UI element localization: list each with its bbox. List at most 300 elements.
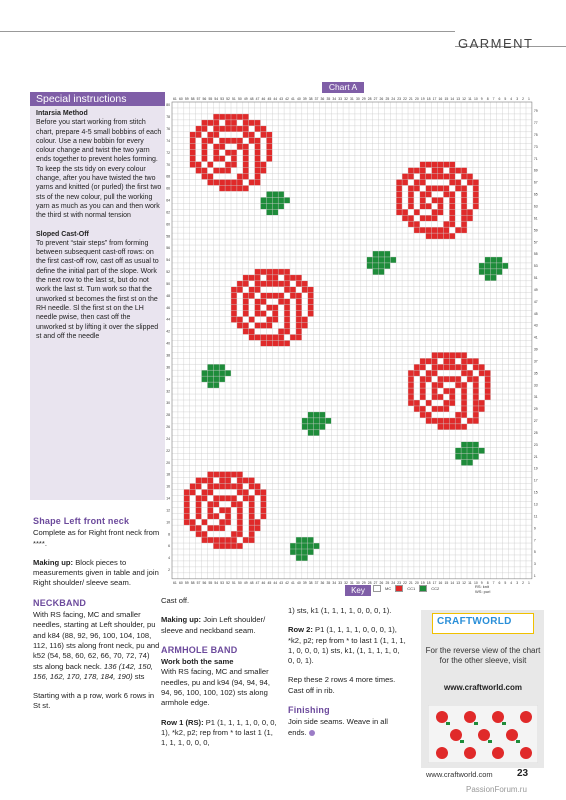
cc1-stitch — [219, 138, 225, 144]
ad-url-link[interactable]: www.craftworld.com — [444, 683, 522, 692]
cc1-stitch — [461, 221, 467, 227]
row-number-left: 30 — [166, 401, 170, 406]
cc1-stitch — [426, 358, 432, 364]
cc1-stitch — [237, 281, 243, 287]
cc1-stitch — [426, 418, 432, 424]
row-number-right: 65 — [533, 192, 538, 197]
cc2-stitch — [213, 382, 219, 388]
cc1-stitch — [402, 209, 408, 215]
cc1-stitch — [249, 525, 255, 531]
cc1-stitch — [420, 388, 426, 394]
col-number-top: 12 — [462, 97, 466, 101]
cc1-stitch — [237, 126, 243, 132]
cc1-stitch — [284, 281, 290, 287]
cc1-stitch — [426, 185, 432, 191]
cc1-stitch — [190, 144, 196, 150]
cc1-stitch — [426, 376, 432, 382]
cc1-stitch — [249, 519, 255, 525]
cc1-stitch — [225, 495, 231, 501]
cc2-stitch — [266, 191, 272, 197]
cc1-stitch — [213, 132, 219, 138]
cc1-stitch — [213, 179, 219, 185]
cc1-stitch — [426, 162, 432, 168]
cc2-stitch — [461, 448, 467, 454]
cc2-stitch — [467, 442, 473, 448]
row-number-left: 2 — [168, 568, 170, 573]
cc1-stitch — [261, 162, 267, 168]
neckband-text — [33, 610, 160, 682]
cc1-stitch — [479, 370, 485, 376]
cc1-stitch — [213, 156, 219, 162]
row-number-right: 49 — [533, 287, 538, 292]
col-number-bottom: 52 — [226, 580, 230, 584]
cc1-stitch — [196, 513, 202, 519]
cc1-stitch — [302, 281, 308, 287]
cc1-stitch — [278, 281, 284, 287]
cc1-stitch — [207, 138, 213, 144]
cc2-stitch — [314, 424, 320, 430]
cc1-stitch — [455, 418, 461, 424]
key-ws-purl: WS: purl — [475, 589, 491, 594]
cc2-stitch — [308, 424, 314, 430]
armhole-subheading: Work both the same — [161, 657, 234, 667]
cc1-stitch — [438, 376, 444, 382]
cc1-stitch — [420, 215, 426, 221]
cc1-stitch — [473, 412, 479, 418]
cc1-stitch — [202, 489, 208, 495]
cc1-stitch — [255, 126, 261, 132]
cc1-stitch — [207, 537, 213, 543]
row-number-left: 80 — [166, 103, 170, 108]
cc1-stitch — [213, 513, 219, 519]
cc1-stitch — [485, 388, 491, 394]
row-2-text — [288, 625, 406, 666]
cc1-stitch — [479, 364, 485, 370]
cc1-stitch — [196, 531, 202, 537]
cc1-stitch — [302, 317, 308, 323]
col-number-top: 15 — [444, 97, 449, 101]
cc1-stitch — [190, 138, 196, 144]
neckband-text-b: sts — [132, 671, 145, 681]
col-number-top: 40 — [296, 97, 301, 101]
cc1-stitch — [438, 162, 444, 168]
cc1-stitch — [473, 376, 479, 382]
cc1-stitch — [255, 299, 261, 305]
cc1-stitch — [202, 519, 208, 525]
col-number-bottom: 35 — [326, 580, 331, 584]
cc1-stitch — [302, 323, 308, 329]
cc1-stitch — [225, 507, 231, 513]
row-number-right: 75 — [533, 132, 538, 137]
cc1-stitch — [473, 191, 479, 197]
cc1-stitch — [408, 203, 414, 209]
cc1-stitch — [455, 168, 461, 174]
cc1-stitch — [213, 525, 219, 531]
cc2-stitch — [320, 424, 326, 430]
cc1-stitch — [231, 543, 237, 549]
cc1-stitch — [231, 501, 237, 507]
cc1-stitch — [213, 168, 219, 174]
cc1-stitch — [278, 328, 284, 334]
cc1-stitch — [461, 174, 467, 180]
cc1-stitch — [255, 162, 261, 168]
cc1-stitch — [414, 227, 420, 233]
cc2-stitch — [314, 430, 320, 436]
cc1-stitch — [184, 519, 190, 525]
col-number-bottom: 29 — [361, 580, 366, 584]
cc2-stitch — [373, 257, 379, 263]
cc1-stitch — [219, 144, 225, 150]
col-number-bottom: 59 — [184, 580, 189, 584]
cc1-stitch — [438, 233, 444, 239]
cc1-stitch — [438, 209, 444, 215]
col-number-bottom: 11 — [468, 580, 472, 584]
row-number-right: 67 — [533, 180, 538, 185]
cc1-stitch — [231, 472, 237, 478]
col-number-top: 22 — [403, 97, 407, 101]
cc1-stitch — [261, 299, 267, 305]
col-number-bottom: 57 — [196, 580, 201, 584]
cc1-stitch — [296, 317, 302, 323]
cc1-stitch — [266, 138, 272, 144]
cc1-stitch — [461, 412, 467, 418]
cc1-stitch — [255, 144, 261, 150]
cc2-stitch — [373, 263, 379, 269]
cc1-stitch — [225, 179, 231, 185]
row-number-right: 63 — [533, 204, 538, 209]
cc1-stitch — [243, 275, 249, 281]
sloped-castoff-heading: Sloped Cast-Off — [36, 230, 89, 238]
cc1-stitch — [225, 513, 231, 519]
col-number-bottom: 55 — [208, 580, 213, 584]
cc1-stitch — [207, 174, 213, 180]
col-number-bottom: 31 — [350, 580, 354, 584]
cc1-stitch — [190, 150, 196, 156]
cc1-stitch — [255, 287, 261, 293]
row-number-left: 32 — [166, 389, 170, 394]
cc1-stitch — [219, 525, 225, 531]
cc1-stitch — [249, 293, 255, 299]
cc1-stitch — [461, 424, 467, 430]
finishing-body: Join side seams. Weave in all ends. — [288, 717, 388, 737]
col-number-bottom: 27 — [373, 580, 378, 584]
cc2-stitch — [202, 370, 208, 376]
making-up-2-label: Making up: — [161, 615, 202, 625]
cc1-stitch — [461, 382, 467, 388]
row-number-right: 25 — [533, 430, 538, 435]
cc1-stitch — [308, 287, 314, 293]
row-number-right: 43 — [533, 323, 538, 328]
cc2-stitch — [320, 412, 326, 418]
cc1-stitch — [485, 394, 491, 400]
cc1-stitch — [213, 144, 219, 150]
cc1-stitch — [461, 394, 467, 400]
cc1-stitch — [308, 293, 314, 299]
cc1-stitch — [467, 358, 473, 364]
cc1-stitch — [443, 174, 449, 180]
col-number-top: 13 — [456, 97, 461, 101]
craftworld-logo-text: CRAFTWORLD — [437, 616, 512, 627]
col-number-top: 3 — [516, 97, 519, 101]
row-number-left: 38 — [166, 353, 170, 358]
cc2-stitch — [213, 370, 219, 376]
cc1-stitch — [467, 215, 473, 221]
cc1-stitch — [272, 293, 278, 299]
key-code-cc1: CC1 — [407, 586, 416, 591]
cc1-stitch — [219, 472, 225, 478]
cc1-stitch — [473, 418, 479, 424]
cc1-stitch — [249, 507, 255, 513]
cc1-stitch — [249, 531, 255, 537]
cc1-stitch — [266, 150, 272, 156]
cc1-stitch — [219, 495, 225, 501]
cc1-stitch — [237, 477, 243, 483]
row-number-left: 16 — [166, 484, 170, 489]
row-number-left: 36 — [166, 365, 170, 370]
cc1-stitch — [296, 334, 302, 340]
col-number-bottom: 8 — [486, 580, 489, 584]
cc1-stitch — [225, 138, 231, 144]
cc1-stitch — [420, 364, 426, 370]
row-number-left: 4 — [168, 556, 170, 561]
cc2-stitch — [455, 454, 461, 460]
cc2-stitch — [266, 209, 272, 215]
row-number-left: 66 — [166, 186, 170, 191]
row-number-right: 41 — [533, 335, 538, 340]
cc1-stitch — [266, 340, 272, 346]
col-number-bottom: 25 — [385, 580, 390, 584]
cc1-stitch — [243, 305, 249, 311]
cc1-stitch — [237, 472, 243, 478]
cc2-stitch — [497, 263, 503, 269]
col-number-top: 16 — [438, 97, 443, 101]
cc1-stitch — [266, 293, 272, 299]
row-number-right: 45 — [533, 311, 538, 316]
col-number-bottom: 22 — [403, 580, 407, 584]
row-number-left: 62 — [166, 210, 170, 215]
row-number-left: 6 — [168, 544, 170, 549]
col-number-bottom: 39 — [302, 580, 307, 584]
cc1-stitch — [207, 472, 213, 478]
cc2-stitch — [467, 460, 473, 466]
cc1-stitch — [461, 400, 467, 406]
cc2-stitch — [213, 364, 219, 370]
cc1-stitch — [202, 174, 208, 180]
col-number-top: 38 — [308, 97, 313, 101]
cc1-stitch — [207, 507, 213, 513]
cc1-stitch — [443, 233, 449, 239]
cc2-stitch — [308, 549, 314, 555]
cc1-stitch — [243, 311, 249, 317]
cc2-stitch — [320, 418, 326, 424]
cc1-stitch — [426, 412, 432, 418]
cc1-stitch — [449, 418, 455, 424]
col-number-bottom: 40 — [296, 580, 301, 584]
cc1-stitch — [443, 185, 449, 191]
cc1-stitch — [231, 120, 237, 126]
cc1-stitch — [255, 483, 261, 489]
col-number-top: 5 — [504, 97, 507, 101]
cc1-stitch — [231, 179, 237, 185]
cc2-stitch — [302, 555, 308, 561]
cc1-stitch — [473, 179, 479, 185]
key-label: Key — [345, 585, 371, 596]
row-number-left: 78 — [166, 115, 170, 120]
col-number-top: 14 — [450, 97, 455, 101]
cc1-stitch — [420, 376, 426, 382]
cc1-stitch — [213, 120, 219, 126]
cc1-stitch — [261, 340, 267, 346]
col-number-top: 56 — [202, 97, 207, 101]
cc2-stitch — [485, 275, 491, 281]
cc1-stitch — [243, 144, 249, 150]
cc1-stitch — [408, 197, 414, 203]
cc2-stitch — [485, 269, 491, 275]
cc1-stitch — [237, 507, 243, 513]
cc1-stitch — [455, 412, 461, 418]
cc1-stitch — [272, 281, 278, 287]
cc1-stitch — [261, 507, 267, 513]
cc1-stitch — [184, 501, 190, 507]
col-number-top: 29 — [361, 97, 366, 101]
cc1-stitch — [278, 334, 284, 340]
cc1-stitch — [261, 293, 267, 299]
cc2-stitch — [290, 549, 296, 555]
cc1-stitch — [438, 418, 444, 424]
col-number-top: 41 — [291, 97, 295, 101]
cc2-stitch — [272, 209, 278, 215]
cc1-stitch — [432, 227, 438, 233]
cc1-stitch — [225, 168, 231, 174]
row-1-text — [161, 718, 281, 749]
col-number-top: 49 — [243, 97, 248, 101]
cc1-stitch — [432, 209, 438, 215]
cc1-stitch — [296, 328, 302, 334]
cc1-stitch — [249, 120, 255, 126]
cc1-stitch — [449, 162, 455, 168]
cc2-stitch — [219, 364, 225, 370]
cc1-stitch — [432, 406, 438, 412]
intarsia-text: Before you start working from stitch chart, prepare 4-5 small bobbins of each colour. Use a new bobbin for every colour change and twist the two yarn ends together to prevent holes forming. To keep the sts tidy on every colour change, after you have twisted the two yarns and knitted (or purled) the first two sts of the new colour, pull the working yarn as much as you can and then work the third st with normal tension — [36, 119, 162, 220]
cast-off-text: Cast off. — [161, 596, 190, 605]
cc1-stitch — [396, 179, 402, 185]
cc2-stitch — [379, 257, 385, 263]
cc1-stitch — [420, 358, 426, 364]
cc1-stitch — [266, 323, 272, 329]
cc1-stitch — [202, 168, 208, 174]
col-number-top: 34 — [332, 97, 337, 101]
cc1-stitch — [249, 334, 255, 340]
cc1-stitch — [266, 317, 272, 323]
cc1-stitch — [243, 323, 249, 329]
row-number-left: 52 — [166, 270, 170, 275]
key-items — [373, 585, 439, 592]
neckband-text-italic: 136 (142, 150, 156, 162, 170, 178, 184, 190) — [33, 661, 153, 681]
cc1-stitch — [473, 203, 479, 209]
cc1-stitch — [266, 269, 272, 275]
sloped-castoff-text: To prevent “stair steps” from forming between subsequent cast-off rows: on the first cast-off row, cast off as usual to define the initial part of the slope. Work the next row to the last st, but do not work the last st. Turn work so that the unworked st becomes the first st on the RH needle. Sl the first st on the LH needle pwise, then cast off the unworked st by lifting it over the slipped st and off the needle — [36, 239, 159, 340]
col-number-bottom: 6 — [498, 580, 501, 584]
cc1-stitch — [414, 168, 420, 174]
cc1-stitch — [284, 323, 290, 329]
row-number-right: 27 — [533, 419, 538, 424]
cc1-stitch — [266, 132, 272, 138]
col-number-top: 52 — [226, 97, 230, 101]
cc2-stitch — [296, 543, 302, 549]
cc2-stitch — [296, 549, 302, 555]
making-up-1-text: Block pieces to measurements given in table and join Right shoulder/ sleeve seam. — [33, 557, 159, 588]
cc2-stitch — [491, 263, 497, 269]
cc2-stitch — [473, 448, 479, 454]
col-number-bottom: 18 — [426, 580, 431, 584]
cc1-stitch — [449, 364, 455, 370]
key-swatch-mc — [373, 585, 381, 592]
col-number-bottom: 5 — [504, 580, 507, 584]
cc1-stitch — [261, 323, 267, 329]
cc1-stitch — [402, 179, 408, 185]
row-1-body: P1 (1, 1, 1, 1, 0, 0, 0, 1), *k2, p2; rep from * to last 1 (1, 1, 1, 1, 0, 0, 0, — [161, 717, 277, 748]
cc2-stitch — [467, 454, 473, 460]
shape-left-front-neck-text: Complete as for Right front neck from ****. — [33, 528, 160, 548]
row-number-right: 61 — [533, 216, 538, 221]
cc1-stitch — [432, 394, 438, 400]
cc1-stitch — [237, 531, 243, 537]
row-number-right: 5 — [533, 550, 536, 555]
cc1-stitch — [461, 185, 467, 191]
cc1-stitch — [207, 483, 213, 489]
row-number-left: 70 — [166, 162, 170, 167]
cc1-stitch — [255, 334, 261, 340]
row-number-left: 68 — [166, 174, 170, 179]
cc1-stitch — [243, 174, 249, 180]
row-number-left: 44 — [166, 317, 170, 322]
cc1-stitch — [461, 197, 467, 203]
cc1-stitch — [432, 352, 438, 358]
cc1-stitch — [261, 311, 267, 317]
cc1-stitch — [396, 191, 402, 197]
col-number-top: 6 — [498, 97, 501, 101]
cc1-stitch — [225, 472, 231, 478]
cc1-stitch — [213, 126, 219, 132]
cc1-stitch — [255, 519, 261, 525]
col-number-bottom: 60 — [178, 580, 183, 584]
cc1-stitch — [255, 120, 261, 126]
cc1-stitch — [196, 162, 202, 168]
cc1-stitch — [255, 138, 261, 144]
cc1-stitch — [225, 483, 231, 489]
cc1-stitch — [485, 376, 491, 382]
cc1-stitch — [432, 197, 438, 203]
cc2-stitch — [479, 269, 485, 275]
cc1-stitch — [231, 150, 237, 156]
cc1-stitch — [426, 203, 432, 209]
cc1-stitch — [426, 191, 432, 197]
cc1-stitch — [438, 174, 444, 180]
cc1-stitch — [255, 150, 261, 156]
col-number-bottom: 9 — [480, 580, 483, 584]
row-number-left: 60 — [166, 222, 170, 227]
cc1-stitch — [225, 150, 231, 156]
cc1-stitch — [408, 394, 414, 400]
cc1-stitch — [438, 406, 444, 412]
cc1-stitch — [461, 388, 467, 394]
row-1-label: Row 1 (RS): — [161, 717, 204, 727]
cc1-stitch — [243, 328, 249, 334]
cc1-stitch — [202, 477, 208, 483]
cc1-stitch — [231, 156, 237, 162]
cc1-stitch — [202, 126, 208, 132]
cc1-stitch — [443, 191, 449, 197]
